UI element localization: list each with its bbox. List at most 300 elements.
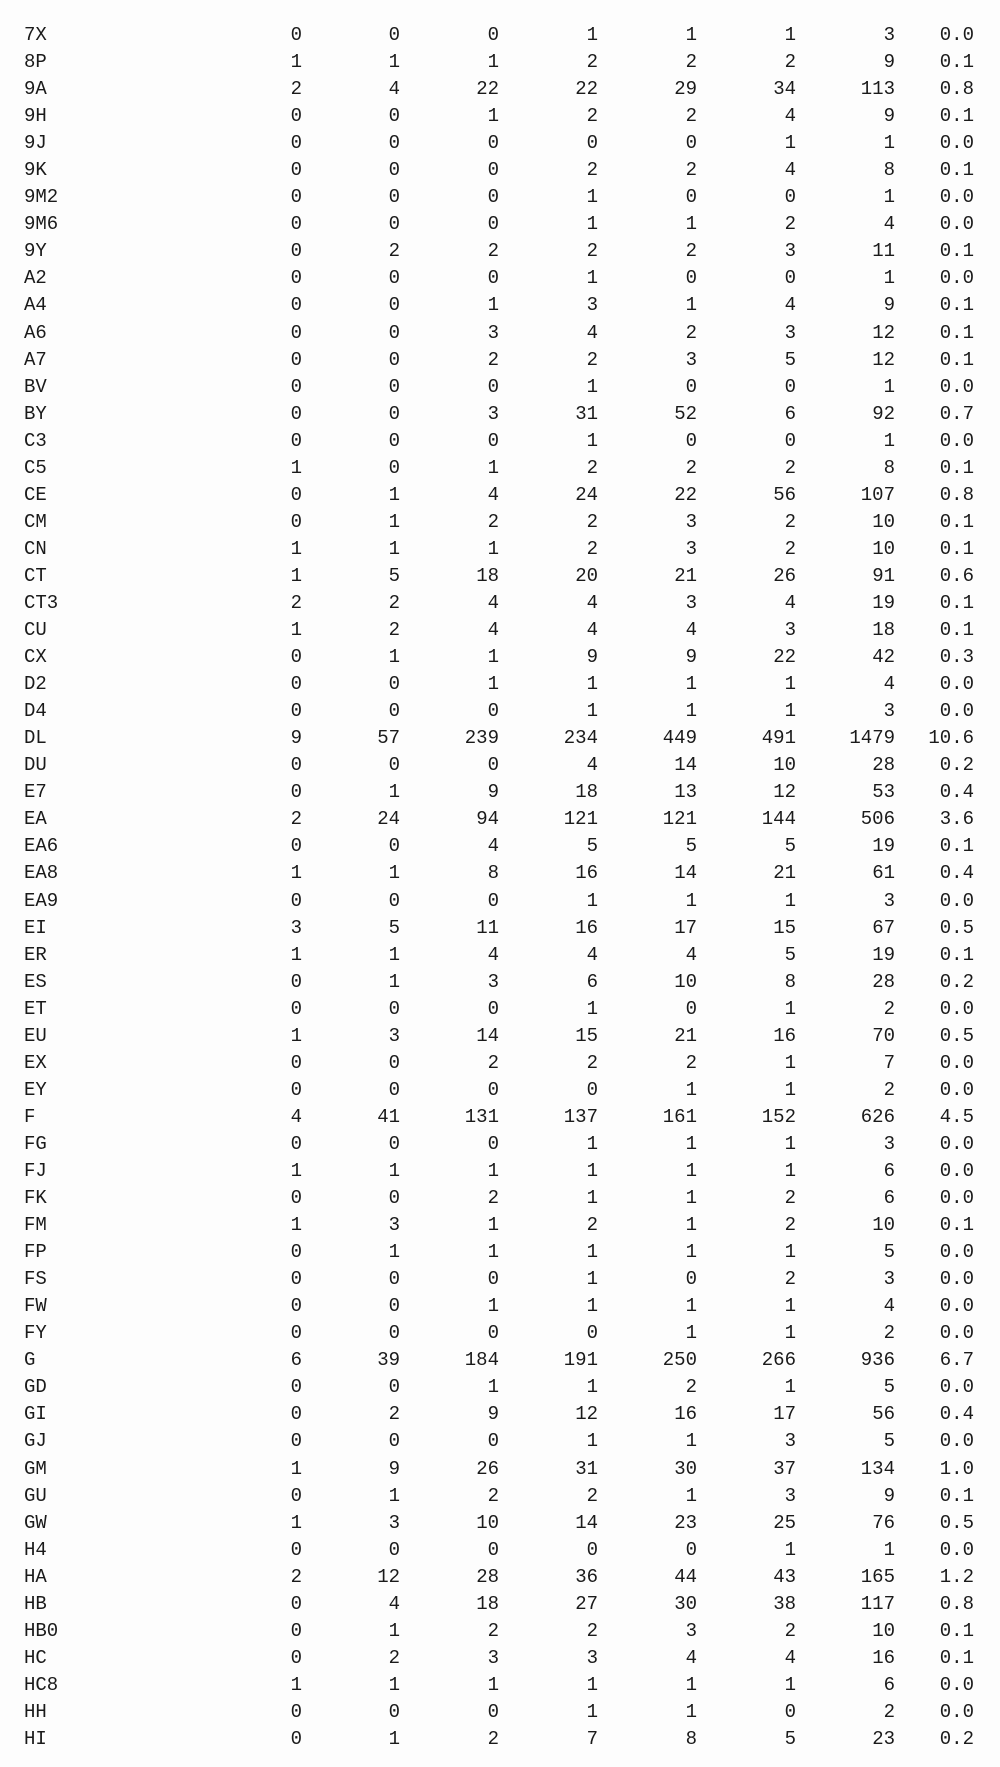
value-cell: 1 [883,132,895,155]
value-cell: 0 [487,1430,499,1453]
value-cell: 1 [388,1673,400,1696]
value-cell: 0.0 [939,1078,974,1101]
table-row [24,238,974,265]
value-cell: 0 [388,348,400,371]
row-code-cell: FY [24,1322,47,1345]
value-cell: 1 [388,862,400,885]
value-cell: 0 [388,700,400,723]
value-cell: 5 [784,943,796,966]
value-cell: 0 [487,754,499,777]
value-cell: 3 [784,619,796,642]
value-cell: 0 [388,321,400,344]
value-cell: 506 [860,808,895,831]
value-cell: 134 [860,1457,895,1480]
value-cell: 1 [388,537,400,560]
row-code-cell: BY [24,402,47,425]
value-cell: 0.0 [939,1241,974,1264]
value-cell: 2 [290,1565,302,1588]
table-row [24,752,974,779]
table-row [24,130,974,157]
value-cell: 10 [872,1619,895,1642]
value-cell: 1 [290,1511,302,1534]
value-cell: 1 [685,673,697,696]
value-cell: 0 [388,673,400,696]
value-cell: 16 [773,1024,796,1047]
value-cell: 4 [784,159,796,182]
value-cell: 1 [883,1538,895,1561]
value-cell: 23 [674,1511,697,1534]
table-row [24,22,974,49]
value-cell: 3 [784,1484,796,1507]
value-cell: 1 [586,1295,598,1318]
value-cell: 2 [487,1484,499,1507]
value-cell: 3 [784,240,796,263]
value-cell: 0 [290,781,302,804]
row-code-cell: HB [24,1592,47,1615]
value-cell: 1 [487,1673,499,1696]
value-cell: 14 [575,1511,598,1534]
value-cell: 0.0 [939,1376,974,1399]
value-cell: 0.0 [939,1322,974,1345]
value-cell: 0 [388,267,400,290]
value-cell: 1 [586,1187,598,1210]
value-cell: 0 [290,997,302,1020]
value-cell: 26 [476,1457,499,1480]
value-cell: 2 [883,997,895,1020]
value-cell: 0 [487,1322,499,1345]
value-cell: 2 [586,1619,598,1642]
value-cell: 4 [685,943,697,966]
value-cell: 165 [860,1565,895,1588]
value-cell: 0 [685,1268,697,1291]
value-cell: 10 [872,510,895,533]
table-row [24,1699,974,1726]
value-cell: 5 [883,1241,895,1264]
value-cell: 1 [290,456,302,479]
value-cell: 0.4 [939,1403,974,1426]
value-cell: 1 [685,1187,697,1210]
value-cell: 0 [487,132,499,155]
row-code-cell: 9H [24,105,47,128]
value-cell: 5 [883,1430,895,1453]
value-cell: 449 [662,727,697,750]
value-cell: 4 [487,592,499,614]
value-cell: 3 [487,970,499,993]
table-row [24,779,974,806]
row-code-cell: CT3 [24,592,59,614]
value-cell: 0 [290,213,302,236]
table-row [24,374,974,401]
value-cell: 0 [388,429,400,452]
value-cell: 10 [476,1511,499,1534]
value-cell: 1 [784,1538,796,1561]
value-cell: 1 [784,1241,796,1264]
value-cell: 4 [487,943,499,966]
value-cell: 1 [685,1159,697,1182]
row-code-cell: EA [24,808,47,831]
value-cell: 1 [685,1673,697,1696]
value-cell: 0.0 [939,186,974,209]
value-cell: 0 [388,1268,400,1291]
value-cell: 0 [685,132,697,155]
value-cell: 9 [685,646,697,669]
value-cell: 0.2 [939,754,974,777]
value-cell: 2 [883,1700,895,1723]
value-cell: 0.1 [939,537,974,560]
value-cell: 1 [883,429,895,452]
value-cell: 6 [784,402,796,425]
table-row [24,942,974,969]
value-cell: 0 [685,997,697,1020]
value-cell: 5 [586,835,598,858]
row-code-cell: HH [24,1700,47,1723]
value-cell: 0 [290,835,302,858]
value-cell: 31 [575,1457,598,1480]
table-row [24,1726,974,1753]
row-code-cell: 9M2 [24,186,59,209]
table-row [24,1455,974,1482]
value-cell: 121 [662,808,697,831]
value-cell: 23 [872,1727,895,1750]
value-cell: 11 [476,916,499,939]
value-cell: 14 [476,1024,499,1047]
row-code-cell: 9A [24,78,47,101]
value-cell: 2 [784,456,796,479]
table-row [24,1023,974,1050]
value-cell: 2 [290,592,302,614]
value-cell: 0 [290,105,302,128]
value-cell: 1 [685,1322,697,1345]
value-cell: 1 [685,1700,697,1723]
value-cell: 0 [388,456,400,479]
value-cell: 0 [487,186,499,209]
value-cell: 10.6 [928,727,974,750]
value-cell: 0.1 [939,592,974,614]
value-cell: 0.8 [939,1592,974,1615]
value-cell: 1 [685,889,697,912]
value-cell: 250 [662,1349,697,1372]
value-cell: 8 [487,862,499,885]
value-cell: 0 [487,267,499,290]
value-cell: 0.0 [939,213,974,236]
value-cell: 1 [290,619,302,642]
value-cell: 234 [563,727,598,750]
value-cell: 3 [685,510,697,533]
value-cell: 8 [685,1727,697,1750]
table-row [24,1591,974,1618]
table-row [24,103,974,130]
table-row [24,1428,974,1455]
value-cell: 144 [761,808,796,831]
value-cell: 0 [685,186,697,209]
value-cell: 6 [883,1159,895,1182]
value-cell: 10 [872,537,895,560]
value-cell: 3 [883,700,895,723]
value-cell: 9 [883,51,895,74]
value-cell: 9 [487,781,499,804]
table-row [24,833,974,860]
row-code-cell: EA8 [24,862,59,885]
value-cell: 5 [784,348,796,371]
table-row [24,698,974,725]
data-table [24,22,974,1753]
value-cell: 19 [872,943,895,966]
value-cell: 4.5 [939,1105,974,1128]
value-cell: 1 [388,51,400,74]
row-code-cell: ER [24,943,47,966]
value-cell: 1 [784,132,796,155]
value-cell: 26 [773,564,796,587]
value-cell: 3 [388,1214,400,1237]
value-cell: 8 [784,970,796,993]
value-cell: 1 [487,105,499,128]
value-cell: 0 [290,1430,302,1453]
value-cell: 0 [290,700,302,723]
value-cell: 9 [487,1403,499,1426]
value-cell: 0 [388,1538,400,1561]
value-cell: 12 [575,1403,598,1426]
value-cell: 1 [784,24,796,47]
value-cell: 0.6 [939,564,974,587]
value-cell: 22 [575,78,598,101]
value-cell: 3 [487,402,499,425]
value-cell: 0 [388,132,400,155]
value-cell: 18 [476,1592,499,1615]
value-cell: 0 [388,1051,400,1074]
value-cell: 0 [685,429,697,452]
value-cell: 5 [685,835,697,858]
value-cell: 61 [872,862,895,885]
value-cell: 9 [388,1457,400,1480]
value-cell: 1 [487,537,499,560]
value-cell: 1 [685,1430,697,1453]
value-cell: 3 [388,1511,400,1534]
value-cell: 0 [388,159,400,182]
value-cell: 0.1 [939,321,974,344]
value-cell: 1 [685,1295,697,1318]
value-cell: 0 [290,1646,302,1669]
value-cell: 57 [377,727,400,750]
value-cell: 0.3 [939,646,974,669]
value-cell: 38 [773,1592,796,1615]
value-cell: 1 [784,1673,796,1696]
value-cell: 0 [487,24,499,47]
value-cell: 3 [388,1024,400,1047]
value-cell: 1 [487,51,499,74]
value-cell: 91 [872,564,895,587]
value-cell: 1 [586,1159,598,1182]
value-cell: 5 [784,835,796,858]
table-row [24,265,974,292]
value-cell: 4 [586,754,598,777]
table-row [24,671,974,698]
value-cell: 137 [563,1105,598,1128]
value-cell: 2 [685,321,697,344]
value-cell: 0 [290,24,302,47]
table-row [24,1320,974,1347]
value-cell: 2 [487,348,499,371]
value-cell: 0.1 [939,456,974,479]
value-cell: 4 [784,592,796,614]
row-code-cell: FJ [24,1159,47,1182]
value-cell: 1 [388,510,400,533]
value-cell: 19 [872,835,895,858]
value-cell: 0 [290,186,302,209]
value-cell: 4 [586,321,598,344]
value-cell: 0.0 [939,267,974,290]
value-cell: 4 [784,1646,796,1669]
value-cell: 1 [487,294,499,317]
row-code-cell: BV [24,375,47,398]
value-cell: 1 [586,673,598,696]
value-cell: 22 [773,646,796,669]
value-cell: 0.0 [939,132,974,155]
value-cell: 2 [784,213,796,236]
value-cell: 1 [388,1241,400,1264]
value-cell: 0.1 [939,51,974,74]
row-code-cell: CM [24,510,47,533]
value-cell: 1 [290,1159,302,1182]
value-cell: 2 [586,456,598,479]
value-cell: 16 [674,1403,697,1426]
value-cell: 1 [784,1376,796,1399]
value-cell: 1 [586,997,598,1020]
value-cell: 0 [388,24,400,47]
value-cell: 131 [464,1105,499,1128]
value-cell: 1 [487,1159,499,1182]
value-cell: 15 [575,1024,598,1047]
value-cell: 1 [685,700,697,723]
table-row [24,1050,974,1077]
row-code-cell: HI [24,1727,47,1750]
table-row [24,536,974,563]
value-cell: 1 [586,429,598,452]
table-row [24,1483,974,1510]
value-cell: 0 [388,1187,400,1210]
value-cell: 2 [487,510,499,533]
value-cell: 2 [487,1727,499,1750]
value-cell: 10 [872,1214,895,1237]
value-cell: 0.0 [939,1268,974,1291]
value-cell: 2 [685,159,697,182]
value-cell: 18 [575,781,598,804]
value-cell: 9 [883,294,895,317]
value-cell: 0.0 [939,1700,974,1723]
value-cell: 0 [388,213,400,236]
value-cell: 0 [388,1376,400,1399]
value-cell: 0 [290,1484,302,1507]
table-row [24,806,974,833]
value-cell: 0.0 [939,1159,974,1182]
table-row [24,1374,974,1401]
value-cell: 2 [685,105,697,128]
value-cell: 29 [674,78,697,101]
value-cell: 1 [388,781,400,804]
value-cell: 22 [674,483,697,506]
value-cell: 2 [487,1619,499,1642]
value-cell: 0.1 [939,294,974,317]
row-code-cell: DL [24,727,47,750]
value-cell: 0.1 [939,1214,974,1237]
value-cell: 3 [883,24,895,47]
value-cell: 117 [860,1592,895,1615]
value-cell: 239 [464,727,499,750]
value-cell: 2 [784,1619,796,1642]
value-cell: 0 [290,375,302,398]
table-row [24,1401,974,1428]
value-cell: 0 [290,321,302,344]
value-cell: 10 [773,754,796,777]
value-cell: 0.0 [939,1430,974,1453]
value-cell: 9 [586,646,598,669]
row-code-cell: FK [24,1187,47,1210]
value-cell: 1 [487,673,499,696]
row-code-cell: E7 [24,781,47,804]
row-code-cell: A6 [24,321,47,344]
value-cell: 1 [586,1241,598,1264]
value-cell: 0.0 [939,1051,974,1074]
value-cell: 0 [290,754,302,777]
value-cell: 1 [784,997,796,1020]
value-cell: 92 [872,402,895,425]
value-cell: 14 [674,862,697,885]
value-cell: 0 [388,1322,400,1345]
value-cell: 5 [388,916,400,939]
value-cell: 0 [290,1132,302,1155]
value-cell: 1 [784,700,796,723]
value-cell: 2 [388,240,400,263]
row-code-cell: 9J [24,132,47,155]
value-cell: 1 [685,1132,697,1155]
value-cell: 0.5 [939,916,974,939]
value-cell: 4 [487,835,499,858]
value-cell: 0 [586,1322,598,1345]
value-cell: 184 [464,1349,499,1372]
value-cell: 0.1 [939,1619,974,1642]
table-row [24,157,974,184]
table-row [24,1645,974,1672]
value-cell: 1 [685,24,697,47]
row-code-cell: ES [24,970,47,993]
value-cell: 0 [388,105,400,128]
value-cell: 1 [290,943,302,966]
row-code-cell: HA [24,1565,47,1588]
value-cell: 0.2 [939,970,974,993]
value-cell: 0.0 [939,1295,974,1318]
value-cell: 18 [872,619,895,642]
value-cell: 1 [388,1159,400,1182]
row-code-cell: EI [24,916,47,939]
value-cell: 0 [388,1132,400,1155]
value-cell: 0 [586,132,598,155]
value-cell: 0 [487,1538,499,1561]
table-row [24,401,974,428]
value-cell: 0.0 [939,24,974,47]
value-cell: 67 [872,916,895,939]
value-cell: 0 [388,402,400,425]
value-cell: 0 [290,429,302,452]
row-code-cell: EX [24,1051,47,1074]
table-row [24,292,974,319]
value-cell: 0 [290,483,302,506]
table-row [24,347,974,374]
row-code-cell: FM [24,1214,47,1237]
value-cell: 0 [685,267,697,290]
table-row [24,482,974,509]
value-cell: 30 [674,1457,697,1480]
value-cell: 25 [773,1511,796,1534]
value-cell: 4 [586,943,598,966]
